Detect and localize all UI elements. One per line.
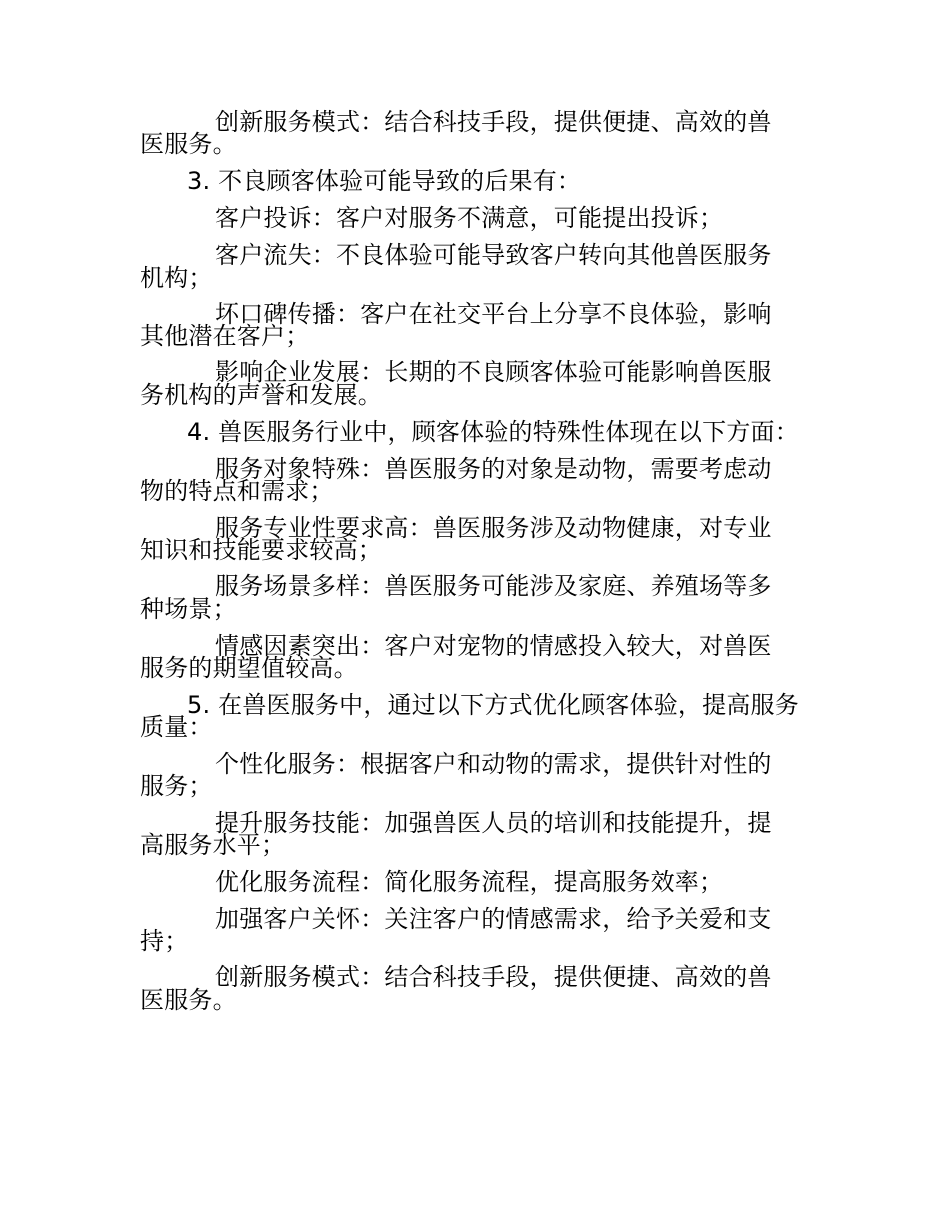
section-4-heading: 4. 兽医服务行业中，顾客体验的特殊性体现在以下方面： (187, 418, 799, 446)
section-3-item-2-line-1: 客户流失：不良体验可能导致客户转向其他兽医服务 (215, 241, 772, 269)
section-3-item-4-line-2: 务机构的声誉和发展。 (140, 381, 382, 409)
section-4-item-2-line-1: 服务专业性要求高：兽医服务涉及动物健康，对专业 (215, 514, 772, 542)
section-4-item-1-line-2: 物的特点和需求； (140, 477, 334, 505)
section-5-item-4-line-2: 持； (140, 927, 189, 955)
section-5-item-4-line-1: 加强客户关怀：关注客户的情感需求，给予关爱和支 (215, 905, 772, 933)
section-5-heading-line-1: 5. 在兽医服务中，通过以下方式优化顾客体验，提高服务 (187, 691, 799, 719)
section-3-heading: 3. 不良顾客体验可能导致的后果有： (187, 167, 582, 195)
section-4-item-1-line-1: 服务对象特殊：兽医服务的对象是动物，需要考虑动 (215, 455, 772, 483)
section-4-item-4-line-2: 服务的期望值较高。 (140, 654, 358, 682)
section-3-item-3-line-2: 其他潜在客户； (140, 322, 310, 350)
section-5-item-1-line-2: 服务； (140, 772, 213, 800)
section-3-item-4-line-1: 影响企业发展：长期的不良顾客体验可能影响兽医服 (215, 358, 772, 386)
section-4-item-2-line-2: 知识和技能要求较高； (140, 536, 382, 564)
section-3-item-2-line-2: 机构； (140, 264, 213, 292)
intro-line-1: 创新服务模式：结合科技手段，提供便捷、高效的兽 (215, 108, 772, 136)
section-3-item-1-line-1: 客户投诉：客户对服务不满意，可能提出投诉； (215, 204, 724, 232)
section-5-item-3-line-1: 优化服务流程：简化服务流程，提高服务效率； (215, 868, 724, 896)
section-5-item-2-line-1: 提升服务技能：加强兽医人员的培训和技能提升，提 (215, 809, 772, 837)
intro-line-2: 医服务。 (140, 130, 237, 158)
section-4-item-3-line-2: 种场景； (140, 595, 237, 623)
section-5-heading-line-2: 质量： (140, 713, 213, 741)
section-4-item-4-line-1: 情感因素突出：客户对宠物的情感投入较大，对兽医 (215, 632, 772, 660)
section-5-item-5-line-1: 创新服务模式：结合科技手段，提供便捷、高效的兽 (215, 963, 772, 991)
section-5-item-1-line-1: 个性化服务：根据客户和动物的需求，提供针对性的 (215, 750, 772, 778)
section-5-item-2-line-2: 高服务水平； (140, 831, 286, 859)
section-4-item-3-line-1: 服务场景多样：兽医服务可能涉及家庭、养殖场等多 (215, 572, 772, 600)
section-3-item-3-line-1: 坏口碑传播：客户在社交平台上分享不良体验，影响 (215, 300, 772, 328)
section-5-item-5-line-2: 医服务。 (140, 986, 237, 1014)
